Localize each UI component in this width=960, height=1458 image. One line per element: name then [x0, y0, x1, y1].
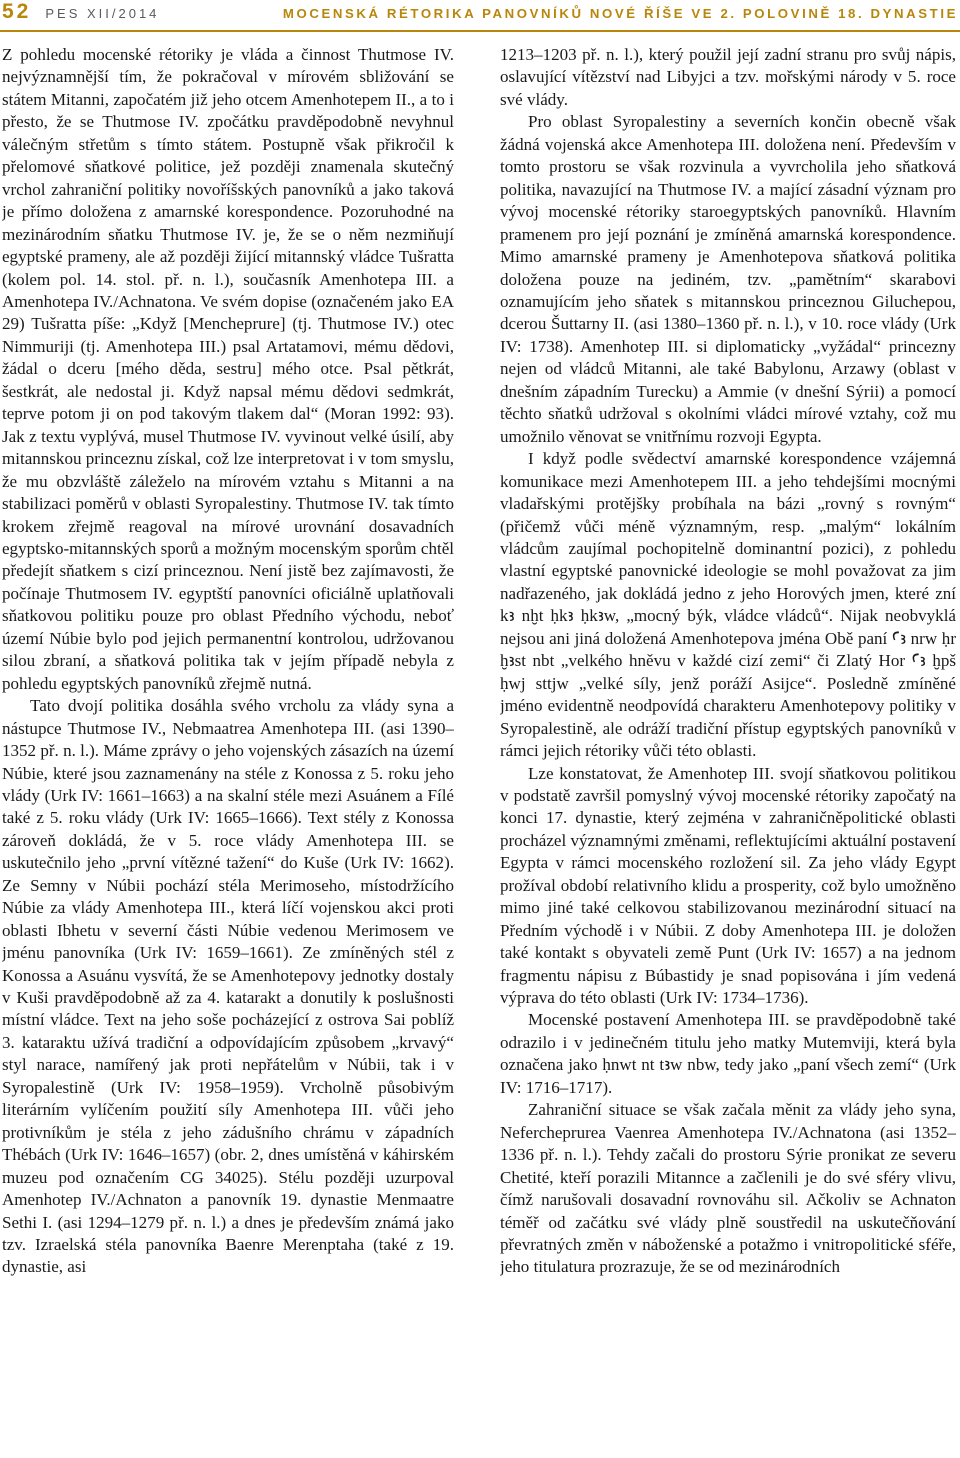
- paragraph: Zahraniční situace se však začala měnit za vlády jeho syna, Nefercheprurea Vaenrea Amenhotepa IV./Achnatona (asi 1352–1336 př. n. l.). Tehdy začali do prostoru Sýrie pronikat ze severu Chetité, kteří porazili Mitannce a začlenili je do své sféry vlivu, čímž narušovali dosavadní rovnováhu sil. Ačkoliv se Achnaton téměř od začátku své vlády plně soustředil na uskutečňování převratných změn v náboženské a potažmo i vnitropolitické sféře, jeho titulatura prozrazuje, že se od mezinárodních: [500, 1100, 956, 1277]
- left-column: [2, 44, 454, 1452]
- paragraph: Z pohledu mocenské rétoriky je vláda a činnost Thutmose IV. nejvýznamnější tím, že pokračoval v mírovém sbližování se státem Mitanni, započatém již jeho otcem Amenhotepem II., a to i přesto, že se Thutmose IV. zpočátku pravděpodobně nevyhnul válečným střetům s tímto státem. Postupně však přikročil k přelomové sňatkové politice, jež později znamenala skutečný vrchol zahraniční politiky novoříšských panovníků a jako taková je přímo doložena z amarnské korespondence. Pozoruhodné na mezinárodním sňatku Thutmose IV. je, že se o něm nezmiňují egyptské prameny, ale až později žijící mitannský vládce Tušratta (kolem pol. 14. stol. př. n. l.), současník Amenhotepa III. a Amenhotepa IV./Achnatona. Ve svém dopise (označeném jako EA 29) Tušratta píše: „Když [Mencheprure] (tj. Thutmose IV.) otec Nimmuriji (tj. Amenhotepa III.) psal Artatamovi, mému dědovi, žádal o dceru [mého děda, sestru] mého otce. Psal pětkrát, šestkrát, ale nedostal ji. Když napsal mému dědovi sedmkrát, teprve potom ji on pod takovým tlakem dal“ (Moran 1992: 93). Jak z textu vyplývá, musel Thutmose IV. vyvinout velké úsilí, aby mitannskou princeznu získal, což lze interpretovat i v tom smyslu, že mu obzvláště záleželo na mírovém vztahu s Mitanni a na stabilizaci poměrů v oblasti Syropalestiny. Thutmose IV. tak tímto krokem zřejmě reagoval na mírové urovnání dosavadních egyptsko-mitannských sporů a možným mocenským sporům chtěl předejít sňatkem s cizí princeznou. Není jistě bez zajímavosti, že počínaje Thutmosem IV. egyptští panovníci oficiálně uplatňovali sňatkovou politiku pouze pro oblast Předního východu, neboť území Núbie bylo pod jejich permanentní kontrolou, udržovanou silou zbraní, a sňatková politika tak v jejím případě nebyla z pohledu egyptských panovníků zřejmě nutná.: [2, 45, 454, 693]
- running-title: MOCENSKÁ RÉTORIKA PANOVNÍKŮ NOVÉ ŘÍŠE VE 2. POLOVINĚ 18. DYNASTIE: [282, 6, 958, 21]
- paragraph: Tato dvojí politika dosáhla svého vrcholu za vlády syna a nástupce Thutmose IV., Nebmaatrea Amenhotepa III. (asi 1390–1352 př. n. l.). Máme zprávy o jeho vojenských zásazích na území Núbie, které jsou zaznamenány na stéle z Konossa z 5. roku jeho vlády (Urk IV: 1661–1663) a na skalní stéle mezi Asuánem a Fílé také z 5. roku vlády (Urk IV: 1665–1666). Text stély z Konossa zároveň dokládá, že v 5. roce vlády Amenhotepa III. se uskutečnilo jeho „první vítězné tažení“ do Kuše (Urk IV: 1662). Ze Semny v Núbii pochází stéla Merimoseho, místodržícího Núbie za vlády Amenhotepa III., která líčí vojenskou akci proti oblasti Ibhetu v severní části Núbie vedenou Merimosem ve jménu panovníka (Urk IV: 1659–1661). Ze zmíněných stél z Konossa a Asuánu vysvítá, že se Amenhotepovy jednotky dostaly v Kuši pravděpodobně až za 4. katarakt a donutily k poslušnosti místní vládce. Text na jeho soše pocházející z ostrova Sai poblíž 3. kataraktu užívá tradiční a odpovídajícím způsobem „krvavý“ styl narace, namířený jak proti nepřátelům v Núbii, tak i v Syropalestině (Urk IV: 1958–1959). Vrcholně působivým literárním vylíčením použití síly Amenhotepa III. vůči jeho protivníkům je stéla z jeho zádušního chrámu v západních Thébách (Urk IV: 1646–1657) (obr. 2, dnes umístěná v káhirském muzeu pod označením CG 34025). Stélu později uzurpoval Amenhotep IV./Achnaton a panovník 19. dynastie Menmaatre Sethi I. (asi 1294–1279 př. n. l.) a dnes je především známá jako tzv. Izraelská stéla panovníka Baenre Merenptaha (také z 19. dynastie, asi: [2, 696, 454, 1277]
- running-header: [0, 0, 960, 30]
- page-number: 52: [2, 0, 32, 23]
- paragraph: Lze konstatovat, že Amenhotep III. svojí sňatkovou politikou v podstatě završil pomyslný vývoj mocenské rétoriky započatý na konci 17. dynastie, který zejména v zahraničněpolitické oblasti procházel významnými změnami, reflektujícími aktuální postavení Egypta v rámci mocenského rozložení sil. Za jeho vlády Egypt prožíval období relativního klidu a prosperity, což bylo umožněno mimo jiné také celkovou stabilizovanou mezinárodní situací na Předním východě i v Núbii. Z doby Amenhotepa III. je doložen také kontakt s obyvateli země Punt (Urk IV: 1657) a na jednom fragmentu nápisu z Búbastidy je snad popisována i jím vedená výprava do této oblasti (Urk IV: 1734–1736).: [500, 763, 956, 1008]
- paragraph: I když podle svědectví amarnské korespondence vzájemná komunikace mezi Amenhotepem III. a jeho tehdejšími mocnými vladařskými protějšky probíhala na bázi „rovný s rovným“ (přičemž vůči méně významným, resp. „malým“ lokálním vládcům zaujímal pochopitelně dominantní pozici), z pohledu vlastní egyptské panovnické ideologie se mohl považovat za jim nadřazeného, jak dokládá jedno z jeho Horových jmen, které zní kꜣ nḫt ḥkꜣ ḥkꜣw, „mocný býk, vládce vládců“. Nijak neobvyklá nejsou ani jiná doložená Amenhotepova jména Obě paní Ꜥꜣ nrw ḥr ḫꜣst nbt „velkého hněvu v každé cizí zemi“ či Zlatý Hor Ꜥꜣ ḫpš ḥwj sttjw „velké síly, jenž poráží Asijce“. Posledně zmíněné jméno evidentně neodpovídá charakteru Amenhotepovy politiky v Syropalestině, ale odráží tradiční přístup egyptských panovníků v rámci jejich rétoriky vůči této oblasti.: [500, 449, 956, 761]
- paragraph: Mocenské postavení Amenhotepa III. se pravděpodobně také odrazilo i v jedinečném titulu jeho matky Mutemviji, která byla označena jako ḥnwt nt tꜣw nbw, tedy jako „paní všech zemí“ (Urk IV: 1716–1717).: [500, 1010, 956, 1097]
- paragraph: 1213–1203 př. n. l.), který použil její zadní stranu pro svůj nápis, oslavující vítězství nad Libyjci a tzv. mořskými národy v 5. roce své vlády.: [500, 45, 956, 109]
- header-rule: [0, 30, 960, 32]
- paragraph: Pro oblast Syropalestiny a severních končin obecně však žádná vojenská akce Amenhotepa III. doložena není. Především v tomto prostoru se však rozvinula a vyvrcholila jeho sňatková politika, navazující na Thutmose IV. a mající zásadní význam pro vývoj mocenské rétoriky staroegyptských panovníků. Hlavním pramenem pro její poznání je zmíněná amarnská korespondence. Mimo amarnské prameny je Amenhotepova sňatková politika doložena pouze na jediném, tzv. „pamětním“ skarabovi oznamujícím jeho sňatek s mitannskou princeznou Giluchepou, dcerou Šuttarny II. (asi 1380–1360 př. n. l.), v 10. roce vlády (Urk IV: 1738). Amenhotep III. si diplomaticky „vyžádal“ princezny nejen od vládců Mitanni, ale také Babylonu, Arzawy (oblast v dnešním západním Turecku) a Ammie (v dnešní Sýrii) a pomocí těchto sňatků udržoval s okolními vládci mírové vztahy, což mu umožnilo věnovat se vnitřnímu rozvoji Egypta.: [500, 112, 956, 446]
- journal-issue: PES XII/2014: [45, 6, 160, 21]
- right-column: [500, 44, 956, 1452]
